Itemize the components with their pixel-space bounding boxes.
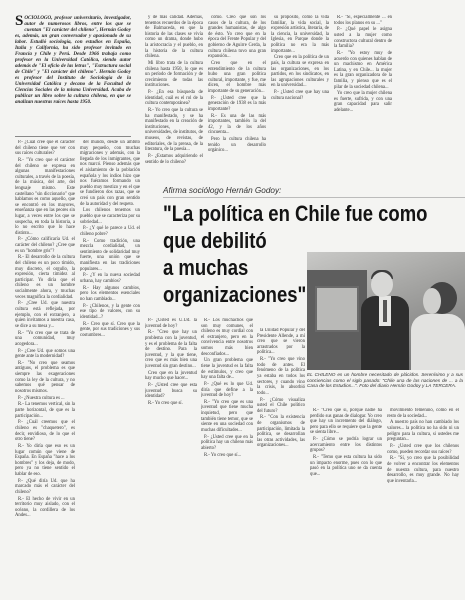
column-paragraph: y de más calidad. Además, tenemos recuerdos de la época de Balmaceda, en que la historia de las clases se vivía como un drama, donde hubo la aristocracia y el pueblo, en la historia de la cultura chilena.: [145, 15, 203, 60]
column-6a: [334, 15, 392, 175]
column-paragraph: R.- Los muchachos que son muy comunes, el chileno es muy cordial con el extranjero, pero en la convivencia entre nosotros somos más bien desconfiados...: [201, 318, 253, 357]
column-paragraph: Creo que en el entendimiento de la cultura hubo una gran política cultural, importante, y fue, me dicen, el hombre más importante de su generación...: [208, 60, 266, 94]
column-paragraph: P.- ¿En esa búsqueda de identidad, cuál es el rol de la cultura contemporánea?: [145, 90, 203, 107]
headline-line-2: que debilitó: [163, 228, 267, 253]
column-paragraph: A nuestro país no han cambiado los valores... la política no ha sido ni un peligro para la cultura, si ustedes me preguntan...: [387, 420, 459, 443]
kicker-rule: [163, 197, 465, 198]
column-paragraph: R.- Yo creo que la cultura se ha manifestado, y se ha manifestado en la creación de instituciones, de universidades, de institutos, de museos, de revistas, de editoriales, de la prensa, de la literatura, de la poesía...: [145, 108, 203, 153]
column-paragraph: R.- "Yo estoy muy de acuerdo con quienes hablan de un machismo en América Latina, y en Chile... la mujer es la gran organizadora de la familia, y pienso que es el pilar de la sociedad chilena...: [334, 50, 392, 90]
column-paragraph: del mundo, desde un ámbito muy pequeño, con muchas migraciones y además, con la llegada de los inmigrantes, que nos marcó. Pienso además que el aislamiento de la población española y los indios hizo que nos fuéramos formando un pueblo muy mestizo y en el que se fundieron dos razas, que se creó un país con gran sentido de la autoridad y del respeto.: [80, 140, 140, 207]
column-paragraph: P.- ¿Cómo se podría lograr un acercamiento entre los distintos grupos?: [310, 437, 382, 454]
column-paragraph: R.- Yo diría que eso es un lugar común que viene de España. En España "hace a los hombres" y los deja, de modo, pero ya no tiene sentido el hablar de eso.: [15, 443, 75, 477]
column-paragraph: R.- Yo creo que sí.: [148, 401, 183, 407]
column-paragraph: R.- La tenemos vertical, sin la parte horizontal, de que es la participación...: [15, 402, 75, 419]
column-paragraph: Yo creo que la mujer chilena es fuerte, sufrida, y con una gran capacidad para salir adelante...: [334, 91, 392, 114]
column-paragraph: P.- ¿Usted cree que la generación de 1938 es la más importante?: [208, 95, 266, 112]
column-5: [271, 15, 329, 175]
column-paragraph: P.- ¿Estamos adquiriendo el sentido de lo chileno?: [145, 154, 203, 165]
column-paragraph: R.- "Creo que sí, porque nadie ha perdido sus ganas de dialogar. Yo creo que hay un incremento del diálogo, pero para ello se requiere que la gente se sienta libre...: [310, 408, 382, 436]
column-paragraph: R.- Hay algunos cambios, pero los elementos esenciales no han cambiado...: [80, 285, 140, 302]
column-paragraph: Creo que en la política de un país, la cultura se expresa en las organizaciones, en los partidos, en los sindicatos, en las agrupaciones culturales y en la universidad...: [271, 55, 329, 89]
column-paragraph: P.- ¿Cómo visualiza usted el Chile político del futuro?: [257, 397, 305, 414]
column-paragraph: P.- ¿Usted cree que esta juventud busca su identidad?: [145, 383, 197, 400]
intro-text: OCIÓLOGO, profesor universitario, investigador, autor de numerosos libros, entre los que se cuentan "El carácter del chileno", Hernán Godoy es, además, un gran conversador y apasionado de su labor. Estudió sociología, con estudios en España, Italia y California, ha sido profesor invitado en Francia y Chile y Perú. Desde 1966 trabaja como profesor en la Universidad Católica, siendo autor además de "El oficio de las letras", "Estructura social de Chile" y "El carácter del chileno". Hernán Godoy es profesor del Instituto de Sociología de la Universidad Católica y decano de la Facultad de Ciencias Sociales de la misma Universidad. Acaba de publicar un libro sobre la cultura chilena, en que se analizan nuestras raíces hasta 1950.: [15, 15, 131, 105]
column-3: [145, 15, 203, 175]
column-paragraph: R.- Como tradición, una mezcla cordialidad, un sentimiento de solidaridad muy fuerte, una unión que se manifiesta en las tradiciones populares...: [80, 238, 140, 272]
column-paragraph: P.- ¿Y qué le parece a Ud. el chileno pobre?: [80, 226, 140, 237]
column-paragraph: P.- ¿Cree Ud. que nuestra cultura está reflejada, por ejemplo, con el extranjero, a quien invitamos a nuestra casa, se dice a su mesa y...: [15, 301, 75, 329]
column-paragraph: P.- ¿Chilenos, y la gente con ese tipo de valores, con su identidad...?: [80, 303, 140, 320]
column-paragraph: P.- ¿Qué diría Ud. que ha marcado más el carácter del chileno?: [15, 478, 75, 495]
column-paragraph: R.- Creo que sí. Creo que la gente, por sus tradiciones y sus costumbres...: [80, 321, 140, 338]
column-paragraph: cómo. Creo que son los casos de la cultura, de los grandes humanistas, de algo de ésto. Yo creo que en la época del Frente Popular y del gobierno de Aguirre Cerda, la cultura chilena tuvo una gran expansión...: [208, 15, 266, 60]
article-kicker: Afirma sociólogo Hernán Godoy:: [163, 186, 282, 195]
column-paragraph: Creo que en la juventud hay mucho que hacer...: [145, 370, 197, 382]
column-paragraph: movimiento femenino, como en el resto de la sociedad...: [387, 408, 459, 419]
column-paragraph: R.- "Yo creo que se trata de una comunidad, muy acogedora...: [15, 330, 75, 347]
column-paragraph: R.- "Sí, yo creo que la posibilidad de volver a encontrar los elementos de nuestra cultura, para nuestro desarrollo, es muy grande. No hay que inventarla...: [387, 456, 459, 484]
column-paragraph: la Unidad Popular y del Presidente Allende, a mí creo que se vieron arrastrados por la política...: [257, 328, 305, 356]
column-paragraph: su propósito, como la vida familiar, la vida social, la expresión artística, literaria, de la ciencia, la universidad, la Iglesia, en Parque donde la política no era la más importante...: [271, 15, 329, 54]
column-9: [257, 328, 305, 588]
column-7: [145, 318, 197, 588]
column-paragraph: R.- "Con la existencia de organismos de participación, limitada la política, se desarrollan las otras actividades, las organizaciones...: [257, 415, 305, 449]
column-paragraph: R.- "Temo que esta cultura ha sido un impacto enorme, pues con lo que pasó en la política uno se da cuenta que...: [310, 455, 382, 477]
article-photo: [307, 252, 465, 370]
column-paragraph: Mi libro trata de la cultura chilena hasta 1950, lo que es un período de formación y de crecimiento de todas las instituciones.: [145, 60, 203, 89]
drop-cap: S: [15, 15, 24, 29]
column-paragraph: P.- ¿Cuál creemos que el chileno es "chaquetero", es decir, envidioso, de lo que el otro tiene?: [15, 420, 75, 443]
column-paragraph: P.- ¿Cree Ud. que somos una gente ante la modernidad?: [15, 348, 75, 360]
column-paragraph: P.- ¿Usted cree que en la política hay un chileno más abierto?: [201, 434, 253, 451]
column-paragraph: R.- El desarrollo de la cultura del chileno es un poco tímido, muy discreto, el orgullo, la expresión, cierta timidez al participar. Yo diría que el chileno es un hombre socialmente ahora, y muchas veces magnifica la cordialidad.: [15, 255, 75, 300]
headline-line-1: "La política en Chile fue como: [163, 201, 428, 226]
column-paragraph: R.- El hecho de vivir en un territorio muy aislado, con el océano, la cordillera de los Andes...: [15, 496, 75, 519]
photo-caption: EL CHILENO es un hombre necesitado de plácidos. Serenísimo y a sus conciencias como el siglo pasado: "Chile una de las naciones de ... a la Casa de los Estudios...". Foto del diario Hernán Godoy y LA TERCERA.: [307, 372, 463, 388]
column-paragraph: R.- "Yo creo que es una juventud que tiene mucha inquietud, pero que también tiene temor, que se siente en una sociedad con muchas dificultades...: [201, 399, 253, 433]
column-paragraph: R.- Yo creo que sí...: [204, 452, 242, 458]
column-1: [15, 140, 75, 588]
intro-rule: [15, 136, 131, 137]
column-paragraph: R.- Es una de las más importantes, también la del 42, y la de los años cincuenta...: [208, 113, 266, 136]
column-paragraph: Pero la cultura chilena ha tenido un desarrollo orgánico...: [208, 137, 266, 154]
column-paragraph: P.- ¿Nuestra cultura es ...: [18, 395, 65, 401]
column-11: [387, 408, 459, 588]
column-paragraph: P.- ¿Qué papel le asigna usted a la mujer como constructora cultural dentro de la familia?: [334, 27, 392, 50]
column-10: [310, 408, 382, 588]
headline-line-3: a muchas: [163, 255, 249, 280]
column-paragraph: R.- "Yo creo que vino todo de antes. El fenómeno de la política ya estaba en todos los sectores, y cuando vino la crisis, lo absorbió todo...: [257, 357, 305, 396]
headline-line-4: organizaciones": [163, 282, 307, 307]
article-intro: [15, 15, 131, 133]
column-paragraph: P.- ¿Usted es U.Ud. la juventud de hoy?: [145, 318, 197, 329]
column-8: [201, 318, 253, 588]
column-paragraph: Un gran problema que tiene la juventud es la falta de estímulos, y creo que hay una falta de...: [201, 358, 253, 381]
column-paragraph: P.- ¿Y en la nueva sociedad urbana, hay cambios?: [80, 273, 140, 284]
column-paragraph: R.- "Yo creo que el carácter del chileno se expresa en algunas manifestaciones culturales, a través de la poesía, de la música, del arte, del lenguaje mismo. Este castellano "sin diccionario" que hablamos es como aquello, que se encontró en los mayores, enseñanza que en las peores sin lugar, a veces entre los que se sospecha, en toda la historia, a lo no escrito que lo hace distinto...: [15, 157, 75, 236]
column-paragraph: R.- "No creo que seamos antiguos, el problema es que siempre las exageraciones como la ley de la cultura, y no sabemos qué pensar de nosotros mismos.: [15, 360, 75, 394]
column-2: [80, 140, 140, 588]
column-paragraph: P.- ¿Usted cree que los chilenos como, pueden recordar sus raíces?: [387, 443, 459, 455]
column-paragraph: P.- ¿Qué es lo que Ud. diría que define a la juventud de hoy?: [201, 381, 253, 399]
column-paragraph: P.- ¿Cómo calificaría Ud. el carácter del chileno? ¿Cree que es un "hombre gris"?: [15, 237, 75, 254]
column-4: [208, 15, 266, 175]
column-paragraph: R.- "Creo que hay un problema con la juventud, y es el problema de la falta de destino. Para la juventud, y la que tiene, creo que es más bien una juventud sin gran destino...: [145, 330, 197, 369]
column-paragraph: Los chilenos tenemos un pueblo que se caracteriza por su sobriedad...: [80, 208, 140, 225]
column-paragraph: R.- "Sí, especialmente ... en todos los planos en su ...": [334, 15, 392, 26]
column-paragraph: P.- ¿Usted cree que hay una cultura nacional?: [271, 90, 329, 101]
column-paragraph: P.- ¿Cuál cree que el carácter del chileno tiene que ver con sus raíces culturales?: [15, 140, 75, 157]
